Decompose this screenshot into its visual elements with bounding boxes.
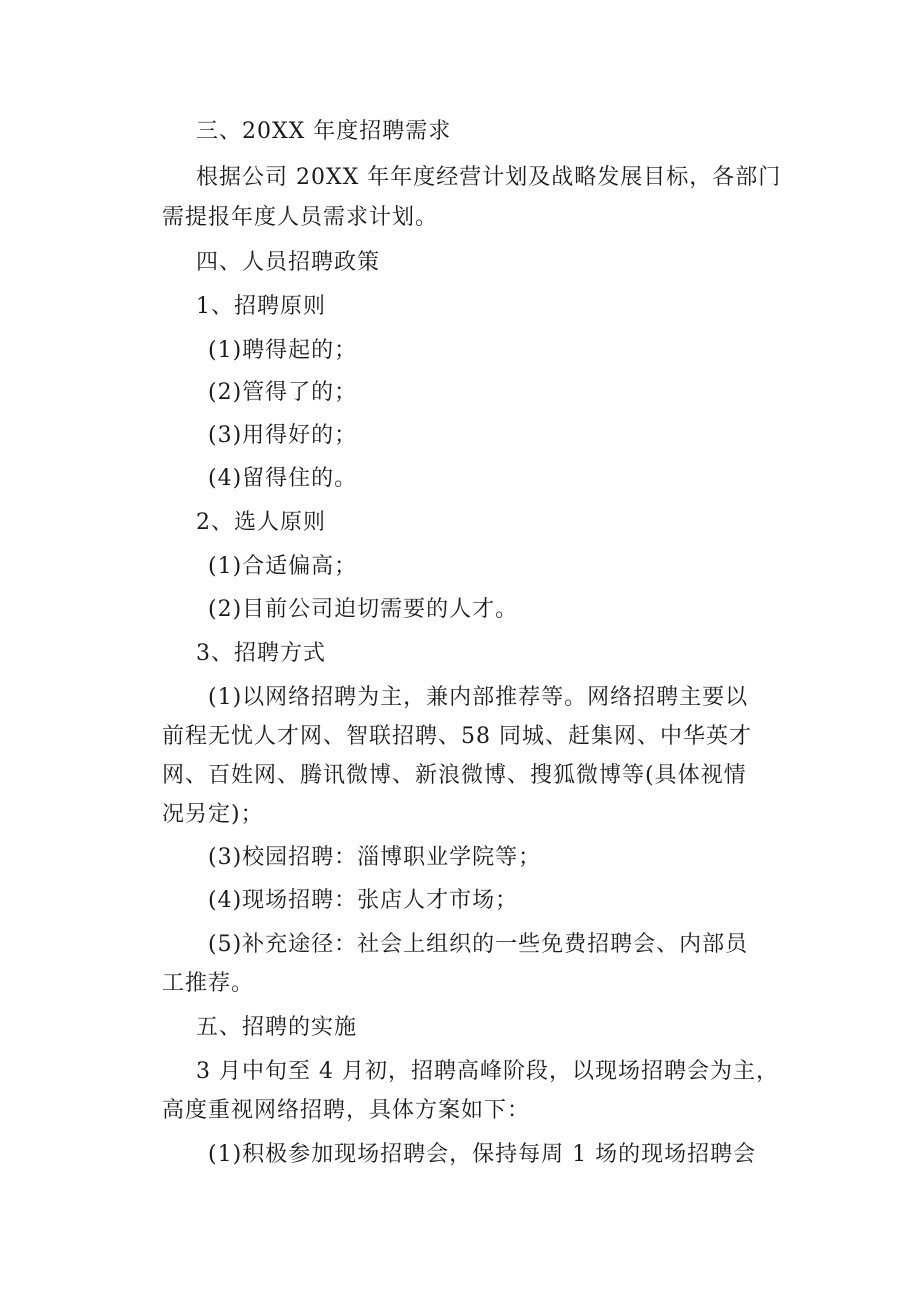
list-item: (1)聘得起的； [208, 338, 358, 363]
paragraph-line: 工推荐。 [162, 971, 255, 996]
paragraph-line: 3 月中旬至 4 月初，招聘高峰阶段，以现场招聘会为主， [196, 1059, 779, 1084]
paragraph-line: 况另定)； [162, 802, 264, 827]
paragraph-line: (5)补充途径：社会上组织的一些免费招聘会、内部员 [208, 932, 749, 957]
paragraph-line: 根据公司 20XX 年年度经营计划及战略发展目标，各部门 [196, 165, 782, 190]
paragraph-line: 高度重视网络招聘，具体方案如下： [162, 1098, 531, 1123]
list-item: (1)积极参加现场招聘会，保持每周 1 场的现场招聘会 [208, 1142, 757, 1167]
subheading-principle: 1、招聘原则 [196, 294, 326, 319]
section-heading-5: 五、招聘的实施 [196, 1015, 358, 1040]
list-item: (3)校园招聘：淄博职业学院等； [208, 845, 542, 870]
section-heading-4: 四、人员招聘政策 [196, 250, 381, 275]
list-item: (4)现场招聘：张店人才市场； [208, 888, 519, 913]
list-item: (2)管得了的； [208, 380, 358, 405]
section-heading-3: 三、20XX 年度招聘需求 [196, 119, 452, 144]
subheading-method: 3、招聘方式 [196, 641, 326, 666]
subheading-selection: 2、选人原则 [196, 510, 326, 535]
paragraph-line: 前程无忧人才网、智联招聘、58 同城、赶集网、中华英才 [162, 724, 752, 749]
paragraph-line: 网、百姓网、腾讯微博、新浪微博、搜狐微博等(具体视情 [162, 763, 747, 788]
paragraph-line: (1)以网络招聘为主，兼内部推荐等。网络招聘主要以 [208, 685, 749, 710]
paragraph-line: 需提报年度人员需求计划。 [162, 205, 439, 230]
list-item: (4)留得住的。 [208, 466, 358, 491]
list-item: (1)合适偏高； [208, 554, 358, 579]
list-item: (2)目前公司迫切需要的人才。 [208, 597, 519, 622]
list-item: (3)用得好的； [208, 423, 358, 448]
